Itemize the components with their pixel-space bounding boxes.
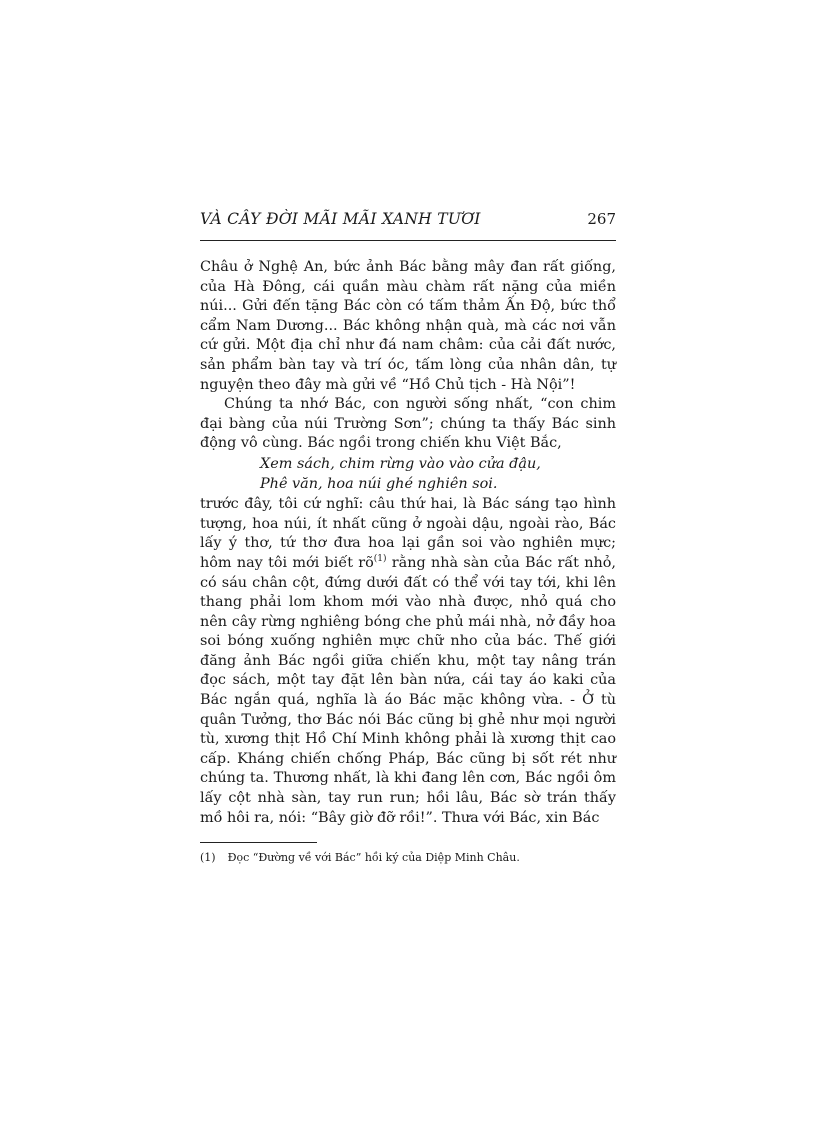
footnote-divider <box>200 842 317 843</box>
page-number: 267 <box>587 210 616 228</box>
footnote-text: Đọc “Đường về với Bác” hồi ký của Diệp Minh Châu. <box>227 851 520 865</box>
paragraph-text-before-note: trước đây, tôi cứ nghĩ: câu thứ hai, là Bác sáng tạo hình tượng, hoa núi, ít nhất cũng ở ngoài dậu, ngoài rào, Bác lấy ý thơ, tứ thơ đưa hoa lại gần soi vào nghiên mực; hôm nay tôi mới biết rõ <box>200 496 616 571</box>
paragraph: Chúng ta nhớ Bác, con người sống nhất, “con chim đại bàng của núi Trường Sơn”; chúng ta thấy Bác sinh động vô cùng. Bác ngồi trong chiến khu Việt Bắc, <box>200 396 616 452</box>
paragraph-continued: Châu ở Nghệ An, bức ảnh Bác bằng mây đan rất giống, của Hà Đông, cái quần màu chàm rất nặng của miền núi... Gửi đến tặng Bác còn có tấm thảm Ấn Độ, bức thổ cẩm Nam Dương... Bác không nhận quà, mà các nơi vẫn cứ gửi. Một địa chỉ như đá nam châm: của cải đất nước, sản phẩm bàn tay và trí óc, tấm lòng của nhân dân, tự nguyện theo đây mà gửi về “Hồ Chủ tịch - Hà Nội”! <box>200 259 616 393</box>
poem-quote <box>260 455 616 494</box>
running-header <box>200 210 616 241</box>
book-page <box>200 210 616 865</box>
footnote-reference[interactable]: (1) <box>373 554 387 565</box>
poem-line: Phê văn, hoa núi ghé nghiên soi. <box>260 475 498 492</box>
body-text <box>200 258 616 828</box>
poem-line: Xem sách, chim rừng vào vào cửa đậu, <box>260 455 541 472</box>
running-title: VÀ CÂY ĐỜI MÃI MÃI XANH TƯƠI <box>200 210 481 228</box>
paragraph-text-after-note: rằng nhà sàn của Bác rất nhỏ, có sáu chân cột, đứng dưới đất có thể với tay tới, khi lên thang phải lom khom mới vào nhà được, nhỏ quá cho nên cây rừng nghiêng bóng che phủ mái nhà, nở đầy hoa soi bóng xuống nghiên mực chữ nho của bác. Thế giới đăng ảnh Bác ngồi giữa chiến khu, một tay nâng trán đọc sách, một tay đặt lên bàn nứa, cái tay áo kaki của Bác ngắn quá, nghĩa là áo Bác mặc không vừa. - Ở tù quân Tưởng, thơ Bác nói Bác cũng bị ghẻ như mọi người tù, xương thịt Hồ Chí Minh không phải là xương thịt cao cấp. Kháng chiến chống Pháp, Bác cũng bị sốt rét như chúng ta. Thương nhất, là khi đang lên cơn, Bác ngồi ôm lấy cột nhà sàn, tay run run; hồi lâu, Bác sờ trán thấy mồ hôi ra, nói: “Bây giờ đỡ rồi!”. Thưa với Bác, xin Bác <box>200 554 616 826</box>
paragraph-after-poem <box>200 495 616 828</box>
footnote-marker: (1) <box>200 851 216 865</box>
footnote <box>200 851 616 865</box>
